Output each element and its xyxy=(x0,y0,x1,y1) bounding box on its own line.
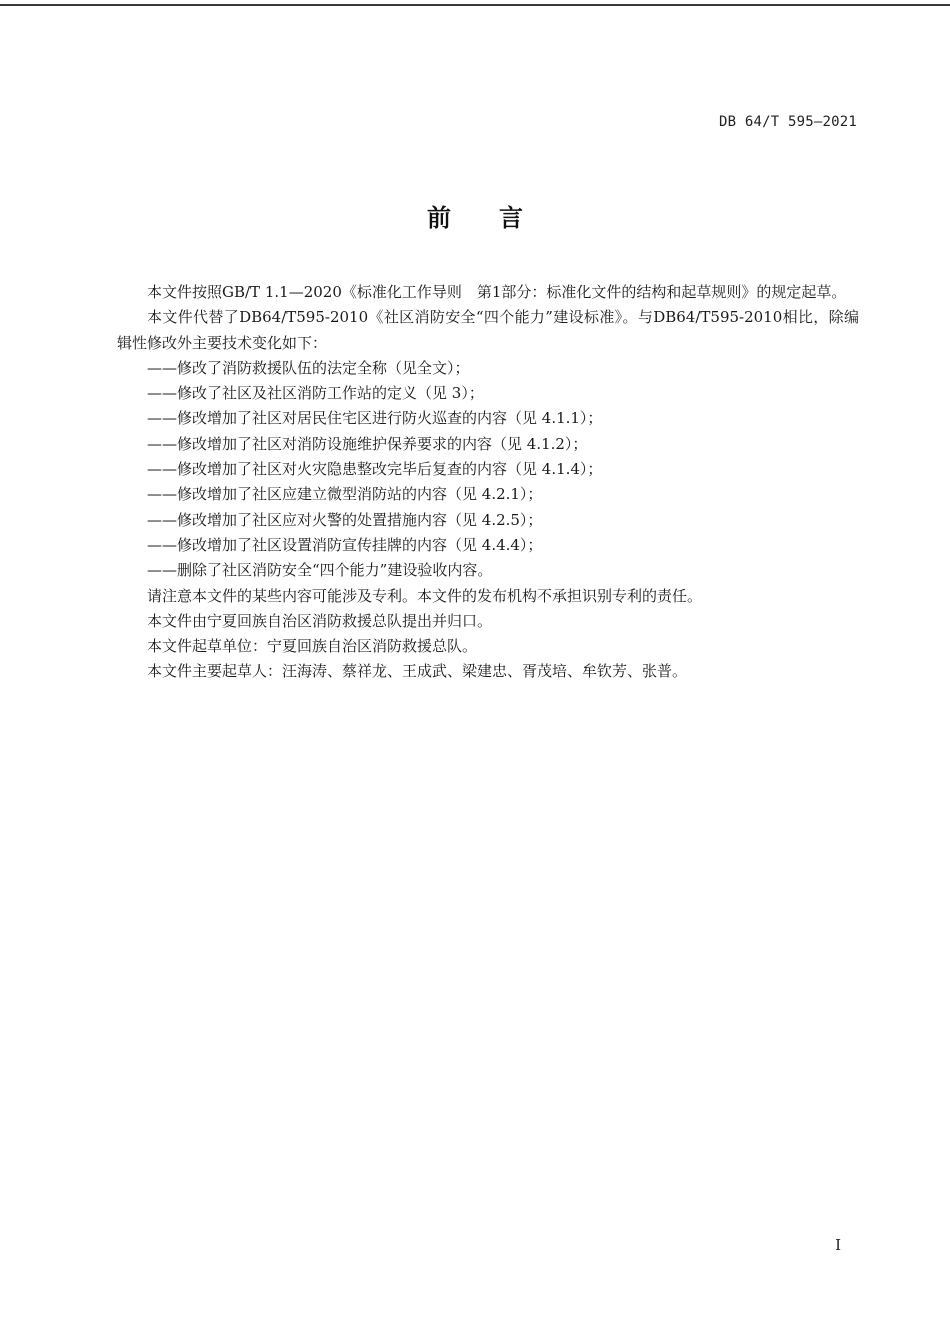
list-item: ——修改了社区及社区消防工作站的定义（见 3）； xyxy=(147,384,484,403)
list-item: ——修改增加了社区应建立微型消防站的内容（见 4.2.1）； xyxy=(147,485,543,504)
top-rule xyxy=(0,4,950,6)
paragraph-drafting-unit: 本文件起草单位：宁夏回族自治区消防救援总队。 xyxy=(147,637,478,656)
list-item: ——修改增加了社区对火灾隐患整改完毕后复查的内容（见 4.1.4）； xyxy=(147,460,603,479)
paragraph-replacement: 本文件代替了DB64/T595-2010《社区消防安全“四个能力”建设标准》。与DB64/T595-2010相比，除编辑性修改外主要技术变化如下： xyxy=(117,308,859,352)
paragraph-drafters: 本文件主要起草人：汪海涛、蔡祥龙、王成武、梁建忠、胥茂培、牟钦芳、张普。 xyxy=(147,662,688,681)
list-item: ——修改增加了社区应对火警的处置措施内容（见 4.2.5）； xyxy=(147,510,543,529)
list-item: ——修改增加了社区对消防设施维护保养要求的内容（见 4.1.2）； xyxy=(147,434,588,453)
paragraph-patent-notice: 请注意本文件的某些内容可能涉及专利。本文件的发布机构不承担识别专利的责任。 xyxy=(147,586,703,605)
document-code: DB 64/T 595—2021 xyxy=(718,114,857,130)
list-item: ——修改增加了社区对居民住宅区进行防火巡查的内容（见 4.1.1）； xyxy=(147,409,603,428)
list-item: ——删除了社区消防安全“四个能力”建设验收内容。 xyxy=(147,561,493,580)
foreword-body xyxy=(117,280,859,685)
paragraph-drafting-rules: 本文件按照GB/T 1.1—2020《标准化工作导则 第1部分：标准化文件的结构和起草规则》的规定起草。 xyxy=(147,283,847,301)
page-number: I xyxy=(835,1236,841,1254)
list-item: ——修改增加了社区设置消防宣传挂牌的内容（见 4.4.4）； xyxy=(147,535,543,554)
page-title: 前言 xyxy=(427,204,571,232)
list-item: ——修改了消防救援队伍的法定全称（见全文）； xyxy=(147,358,470,377)
paragraph-proposer: 本文件由宁夏回族自治区消防救援总队提出并归口。 xyxy=(147,611,493,630)
